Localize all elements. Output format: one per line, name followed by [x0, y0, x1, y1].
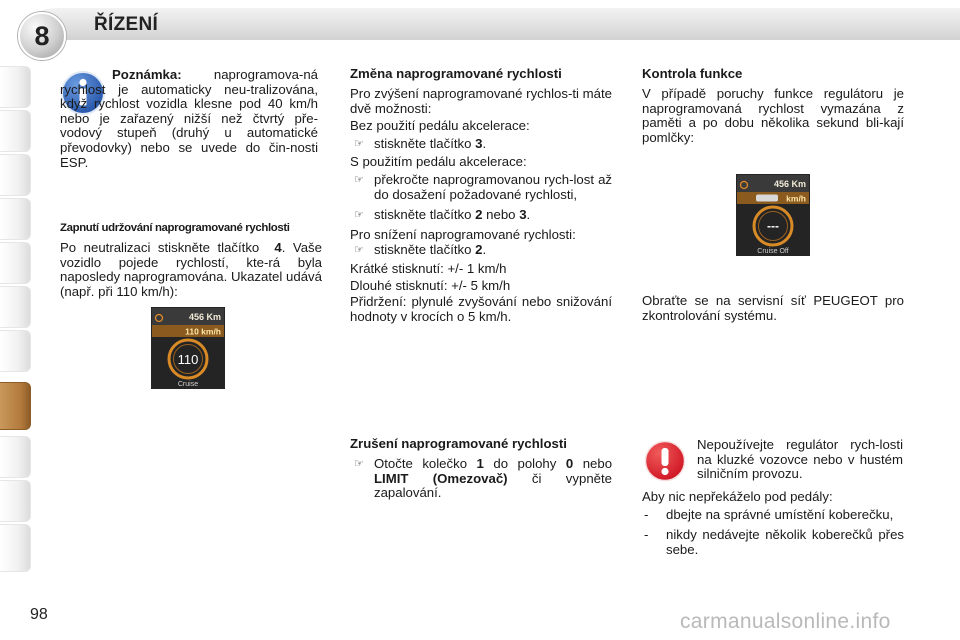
warning-icon [644, 440, 686, 482]
paragraph: Přidržení: plynulé zvyšování nebo snižování hodnoty v krocích o 5 km/h. [350, 294, 612, 324]
chapter-tab[interactable] [0, 524, 31, 572]
bullet-item: ☞ překročte naprogramovanou rych-lost až do dosažení požadované rychlosti, [354, 171, 612, 202]
paragraph: V případě poruchy funkce regulátoru je naprogramovaná rychlost vymazána z paměti a po dobu několika sekund bli-kají pomlčky: [642, 86, 904, 145]
display-status: Cruise [177, 381, 199, 388]
page-number: 98 [30, 606, 48, 623]
section-heading: Zrušení naprogramované rychlosti [350, 436, 567, 451]
chapter-tab[interactable] [0, 198, 31, 240]
chapter-tab[interactable] [0, 436, 31, 478]
paragraph: Obraťte se na servisní síť PEUGEOT pro zkontrolování systému. [642, 293, 904, 323]
dash-item: - dbejte na správné umístění koberečku, [644, 506, 894, 522]
watermark: carmanualsonline.info [680, 610, 891, 633]
note-text: Poznámka: naprogramova-ná rychlost je automaticky neu-tralizována, když rychlost vozidla klesne pod 40 km/h nebo je zařazený nižší než čtvrtý pře-vodový stupeň (druhý u automatické převodovky) nebo se uvede do čin-nosti ESP. [60, 67, 318, 170]
section-change-speed [350, 66, 612, 324]
warning-text: Nepoužívejte regulátor rych-losti na kluzké vozovce nebo v hustém silničním provozu. [697, 437, 903, 482]
display-center-value: --- [767, 219, 779, 233]
chapter-tab[interactable] [0, 66, 31, 108]
hand-pointer-icon: ☞ [354, 173, 364, 186]
chapter-tab[interactable] [0, 286, 31, 328]
display-speed-unit: km/h [786, 193, 806, 204]
chapter-tab[interactable] [0, 480, 31, 522]
hand-pointer-icon: ☞ [354, 244, 364, 257]
hand-pointer-icon: ☞ [354, 209, 364, 222]
bullet-item: ☞ stiskněte tlačítko 2 nebo 3. [354, 207, 531, 223]
hand-pointer-icon: ☞ [354, 458, 364, 470]
chapter-number: 8 [34, 20, 50, 51]
paragraph: Aby nic nepřekáželo pod pedály: [642, 489, 833, 504]
paragraph: S použitím pedálu akcelerace: [350, 154, 527, 170]
hand-pointer-icon: ☞ [354, 137, 364, 150]
paragraph: Pro snížení naprogramované rychlosti: [350, 226, 576, 242]
bullet-item: ☞ stiskněte tlačítko 2. [354, 242, 487, 258]
display-center-value: 110 [177, 352, 199, 367]
display-status: Cruise Off [757, 248, 789, 255]
service-note [642, 294, 904, 323]
display-odometer: 456 Km [188, 312, 221, 322]
bullet-item: ☞ Otočte kolečko 1 do polohy 0 nebo LIMIT (Omezovač) či vypněte zapalování. [354, 456, 613, 501]
pedal-advice [642, 490, 904, 557]
warning-block [697, 438, 903, 482]
cruise-off-display [736, 174, 810, 256]
dash-item: - nikdy nedávejte několik koberečků přes sebe. [644, 527, 904, 557]
activate-paragraph: Po neutralizaci stiskněte tlačítko 4. Vaše vozidlo pojede rychlostí, kte-rá byla naposledy naprogramována. Ukazatel udává (např. při 110 km/h): [60, 240, 322, 299]
section-heading: Změna naprogramované rychlosti [350, 66, 562, 81]
display-speed: 110 km/h [185, 326, 221, 337]
bullet-item: ☞ stiskněte tlačítko 3. [354, 135, 487, 151]
section-cancel-speed [350, 436, 612, 501]
paragraph: Dlouhé stisknutí: +/- 5 km/h [350, 277, 511, 293]
section-heading: Kontrola funkce [642, 66, 743, 81]
section-activate [60, 222, 322, 299]
chapter-tab[interactable] [0, 330, 31, 372]
paragraph: Krátké stisknutí: +/- 1 km/h [350, 260, 507, 276]
chapter-tab[interactable] [0, 154, 31, 196]
chapter-tab-active[interactable] [0, 382, 31, 430]
display-odometer: 456 Km [773, 179, 806, 189]
section-heading: Zapnutí udržování naprogramované rychlosti [60, 222, 290, 234]
chapter-badge [18, 12, 66, 60]
paragraph: Pro zvýšení naprogramované rychlos-ti máte dvě možnosti: [350, 86, 612, 116]
page-title: ŘÍZENÍ [94, 14, 159, 35]
paragraph: Bez použití pedálu akcelerace: [350, 118, 530, 134]
chapter-tab[interactable] [0, 110, 31, 152]
chapter-tab[interactable] [0, 242, 31, 284]
section-function-check [642, 66, 904, 145]
note-block [60, 68, 318, 170]
blinking-value-block [756, 195, 778, 202]
cruise-display [151, 307, 225, 389]
note-label: Poznámka: [112, 67, 182, 82]
